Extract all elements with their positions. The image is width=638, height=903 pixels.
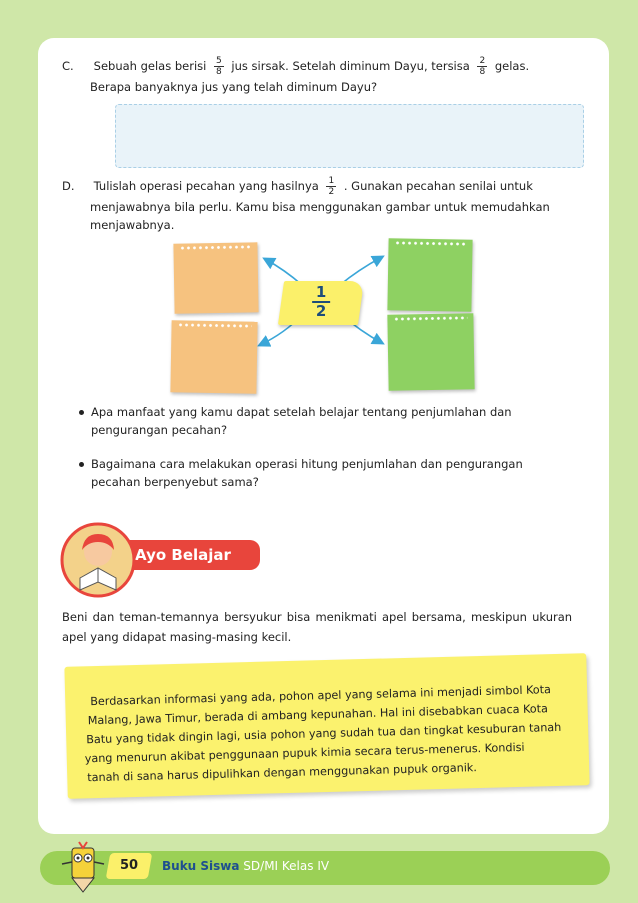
- question-d-line-2: menjawabnya bila perlu. Kamu bisa menggunakan gambar untuk memudahkan: [90, 200, 550, 214]
- question-c-line-2: Berapa banyaknya jus yang telah diminum Dayu?: [90, 80, 378, 94]
- reflection-2-line-1: Bagaimana cara melakukan operasi hitung penjumlahan dan pengurangan: [91, 457, 523, 471]
- answer-card-bottom-right[interactable]: [387, 313, 474, 390]
- fraction-5-8: $\frac{5}{8}$: [216, 56, 222, 77]
- student-reading-icon: [58, 520, 138, 600]
- book-title-rest: SD/MI Kelas IV: [239, 859, 330, 873]
- center-fraction-denominator: 2: [315, 302, 327, 320]
- question-c-text-2: jus sirsak. Setelah diminum Dayu, tersisa: [231, 59, 470, 73]
- section-title: Ayo Belajar: [135, 546, 231, 564]
- fraction-1-2: $\frac{1}{2}$: [328, 176, 335, 197]
- answer-card-bottom-left[interactable]: [170, 320, 257, 393]
- bullet-icon: [79, 462, 84, 467]
- question-d-label: D.: [62, 179, 75, 193]
- answer-card-top-left[interactable]: [173, 242, 258, 313]
- book-title-bold: Buku Siswa: [162, 859, 240, 873]
- question-c-label: C.: [62, 59, 74, 73]
- info-line-3: Batu yang tidak dingin lagi, usia pohon yang sudah tua dan tingkat kesuburan tanah: [86, 720, 562, 747]
- question-c-text-3: gelas.: [494, 59, 530, 73]
- answer-box-c[interactable]: [115, 104, 584, 168]
- intro-line-2: apel yang didapat masing-masing kecil.: [62, 630, 292, 644]
- reflection-1-line-2: pengurangan pecahan?: [91, 423, 228, 437]
- info-line-5: tanah di sana harus dipulihkan dengan menggunakan pupuk organik.: [87, 761, 478, 785]
- reflection-2-line-2: pecahan berpenyebut sama?: [91, 475, 259, 489]
- intro-line-1: Beni dan teman-temannya bersyukur bisa menikmati apel bersama, meskipun ukuran: [62, 610, 573, 624]
- book-title: [162, 859, 329, 873]
- question-c-text-1: Sebuah gelas berisi: [93, 59, 207, 73]
- reflection-1-line-1: Apa manfaat yang kamu dapat setelah belajar tentang penjumlahan dan: [91, 405, 512, 419]
- question-d-text-1: Tulislah operasi pecahan yang hasilnya: [93, 179, 319, 193]
- bullet-icon: [79, 410, 84, 415]
- info-line-4: yang menurun akibat penggunaan pupuk kimia secara terus-menerus. Kondisi: [84, 740, 525, 766]
- pencil-mascot-icon: [56, 834, 112, 894]
- info-note: [64, 653, 589, 799]
- question-c: [62, 56, 562, 77]
- info-line-1: Berdasarkan informasi yang ada, pohon apel yang selama ini menjadi simbol Kota: [90, 683, 552, 709]
- page-number-badge: [106, 853, 153, 879]
- center-fraction-numerator: 1: [312, 284, 330, 303]
- answer-card-top-right[interactable]: [387, 238, 472, 311]
- center-fraction-note: [278, 281, 364, 325]
- page-number: 50: [119, 858, 139, 873]
- question-d-line-3: menjawabnya.: [90, 218, 175, 232]
- fraction-2-8: $\frac{2}{8}$: [479, 56, 486, 77]
- question-d-text-2: . Gunakan pecahan senilai untuk: [343, 179, 533, 193]
- question-d: [62, 176, 562, 197]
- info-line-2: Malang, Jawa Timur, berada di ambang kepunahan. Hal ini disebabkan cuaca Kota: [87, 702, 549, 728]
